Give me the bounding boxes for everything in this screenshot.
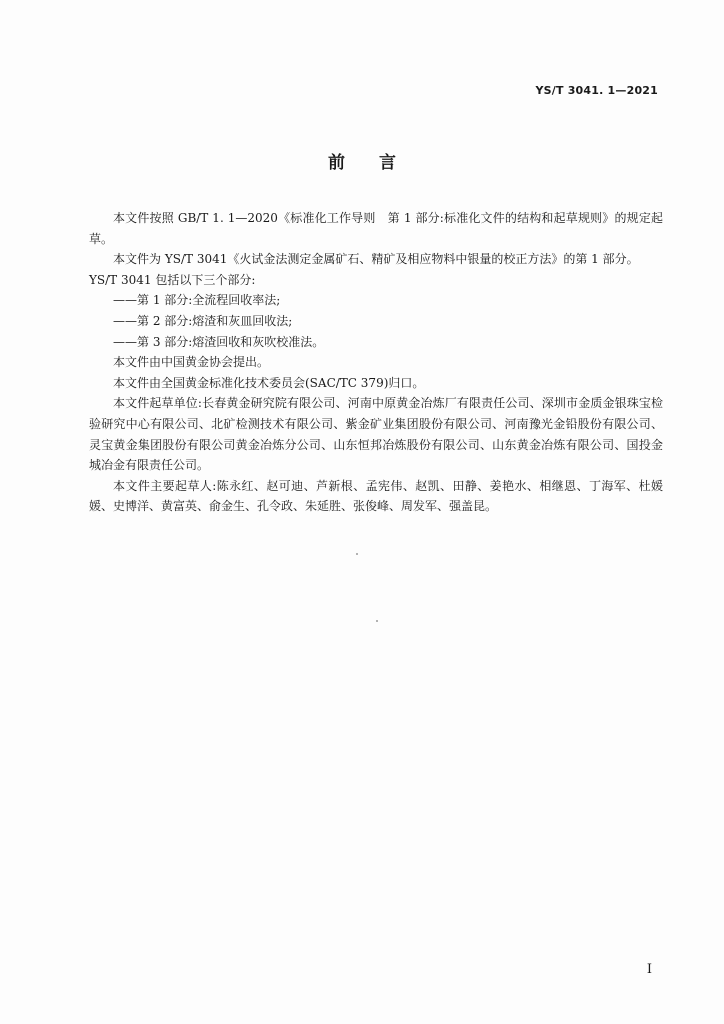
page-number: I [646,962,652,977]
foreword-body [89,208,663,517]
list-item-part-2: ——第 2 部分:熔渣和灰皿回收法; [113,313,293,328]
paragraph-proposer: 本文件由中国黄金协会提出。 [113,355,270,370]
page-title: 前言 [328,153,430,173]
list-item-part-3: ——第 3 部分:熔渣回收和灰吹校准法。 [113,334,325,349]
list-item-part-1: ——第 1 部分:全流程回收率法; [113,293,281,308]
document-code: YS/T 3041. 1—2021 [535,84,658,97]
paragraph-drafting-rules: 本文件按照 GB/T 1. 1—2020《标准化工作导则 第 1 部分:标准化文件的结构和起草规则》的规定起草。 [89,211,663,246]
paragraph-series-parts-intro: YS/T 3041 包括以下三个部分: [89,272,256,287]
paragraph-part-of-series: 本文件为 YS/T 3041《火试金法测定金属矿石、精矿及相应物料中银量的校正方法》的第 1 部分。 [113,252,639,267]
paragraph-drafters: 本文件主要起草人:陈永红、赵可迪、芦新根、孟宪伟、赵凯、田静、姜艳水、相继恩、丁海军、杜媛媛、史博洋、黄富英、俞金生、孔令政、朱延胜、张俊峰、周发军、强盖昆。 [89,478,663,514]
scan-speck [356,553,358,555]
paragraph-committee: 本文件由全国黄金标准化技术委员会(SAC/TC 379)归口。 [113,375,425,390]
scan-speck [376,620,378,622]
paragraph-drafting-units: 本文件起草单位:长春黄金研究院有限公司、河南中原黄金冶炼厂有限责任公司、深圳市金质金银珠宝检验研究中心有限公司、北矿检测技术有限公司、紫金矿业集团股份有限公司、河南豫光金铅股份有限公司、灵宝黄金集团股份有限公司黄金冶炼分公司、山东恒邦冶炼股份有限公司、山东黄金冶炼有限公司、国投金城冶金有限责任公司。 [89,396,663,473]
